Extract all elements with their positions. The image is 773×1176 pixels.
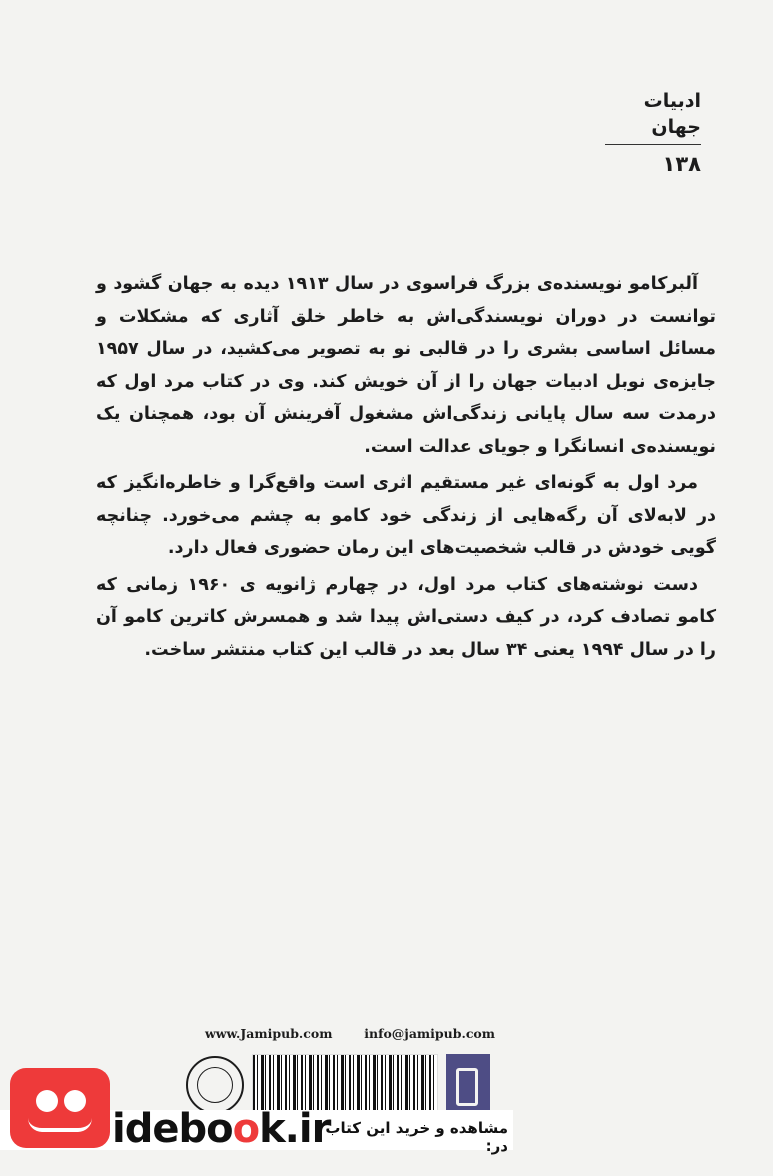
ad-site-suffix: k.ir xyxy=(259,1106,331,1152)
series-number: ۱۳۸ xyxy=(662,152,701,176)
eye-icon xyxy=(64,1090,86,1112)
series-divider xyxy=(605,144,701,145)
series-label xyxy=(591,88,701,177)
open-book-icon xyxy=(28,1118,92,1132)
eye-icon xyxy=(36,1090,58,1112)
series-name: ادبیات جهان xyxy=(643,90,701,138)
publisher-website: www.Jamipub.com xyxy=(205,1026,333,1041)
ad-cta-text: مشاهده و خرید این کتاب در: xyxy=(325,1119,508,1155)
ad-site-middle: o xyxy=(232,1106,260,1152)
ad-site-prefix: idebo xyxy=(112,1106,233,1152)
blurb-paragraph-1: آلبرکامو نویسنده‌ی بزرگ فراسوی در سال ۱۹۱۳ دیده به جهان گشود و توانست در دوران نویسندگی‌اش به خاطر خلق آثاری که مشکلات و مسائل اساسی بشری را در قالبی نو به تصویر می‌کشید، در سال ۱۹۵۷ جایزه‌ی نوبل ادبیات جهان را از آن خویش کند. وی در کتاب مرد اول که درمدت سه سال پایانی زندگی‌اش مشغول آفرینش آن بود، همچنان یک نویسنده‌ی انسانگرا و جویای عدالت است. xyxy=(96,274,716,457)
blurb-paragraph-3: دست نوشته‌های کتاب مرد اول، در چهارم ژانویه ی ۱۹۶۰ زمانی که کامو تصادف کرد، در کیف دستی‌اش پیدا شد و همسرش کاترین کامو آن را در سال ۱۹۹۴ یعنی ۳۴ سال بعد در قالب این کتاب منتشر ساخت. xyxy=(96,574,716,660)
blurb-paragraph-2: مرد اول به گونه‌ای غیر مستقیم اثری است واقع‌گرا و خاطره‌انگیز که در لابه‌لای آن رگه‌هایی از زندگی خود کامو به چشم می‌خورد. چنانچه گویی خودش در قالب شخصیت‌های این رمان حضوری فعال دارد. xyxy=(96,473,716,558)
publisher-contacts xyxy=(205,1026,495,1041)
back-cover-blurb xyxy=(96,268,716,670)
ad-site-link[interactable] xyxy=(112,1106,330,1152)
book-reader-icon xyxy=(10,1068,110,1148)
publisher-email: info@jamipub.com xyxy=(364,1026,495,1041)
